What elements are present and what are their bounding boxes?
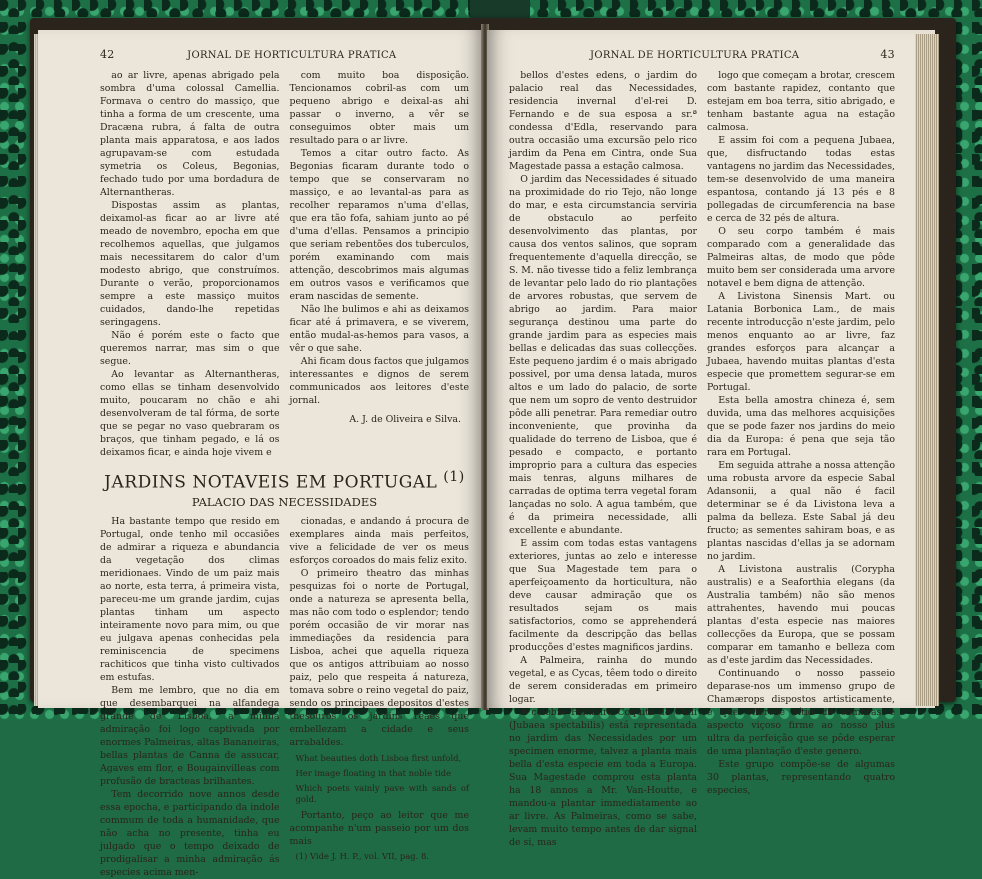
verse-line: Her image floating in that noble tide <box>295 767 452 778</box>
paragraph: Portanto, peço ao leitor que me acompanhe n'um passeio por um dos mais <box>289 809 469 847</box>
left-bottom-column-2 <box>290 515 470 879</box>
left-page-number: 42 <box>100 48 115 61</box>
paragraph: Não lhe bulimos e ahi as deixamos ficar até á primavera, e se viverem, então mudal-as-hemos para vasos, a vêr o que sahe. <box>289 304 469 354</box>
paragraph: ao ar livre, apenas abrigado pela sombra d'uma colossal Camellia. Formava o centro do massiço, que tinha a forma de um crescente, uma Dracæna rubra, á falta de outra planta mais apparatosa, e aos lados agrupavam-se com estudada symetria os Coleus, Begonias, fechado tudo por uma bordadura de Alternantheras. <box>100 70 280 198</box>
paragraph: bellos d'estes edens, o jardim do palacio real das Necessidades, residencia invernal d'el-rei D. Fernando e de sua esposa a sr.ª condessa d'Edla, reservando para outra occasião uma excursão pelo rico jardim da Pena em Cintra, onde Sua Magestade passa a estação calmosa. <box>509 70 697 172</box>
paragraph: logo que começam a brotar, crescem com bastante rapidez, contanto que estejam em boa terra, sitio abrigado, e tenham bastante agua na estação calmosa. <box>707 70 895 133</box>
paragraph: Em seguida attrahe a nossa attenção uma robusta arvore da especie Sabal Adansonii, a qual não é facil determinar se é da Livistona leva a palma da belleza. Este Sabal já deu fructo; as sementes sahiram boas, e as plantas nascidas d'ellas ja se adornam no jardim. <box>707 460 895 562</box>
right-columns <box>509 69 895 849</box>
paragraph: A celebre Palmeira Coquita do Chili (Jubaea spectabilis) está representada no jardim das Necessidades por um specimen enorme, talvez a planta mais bella d'esta especie em toda a Europa. Sua Magestade comprou esta planta ha 18 annos a Mr. Van-Houtte, e mandou-a plantar immediatamente ao ar livre. As Palmeiras, como se sabe, levam muito tempo antes de dar signal de si, mas <box>509 707 697 848</box>
left-journal-title: JORNAL DE HORTICULTURA PRATICA <box>187 50 397 61</box>
left-page <box>38 30 483 878</box>
right-page-number: 43 <box>880 48 895 61</box>
right-journal-title: JORNAL DE HORTICULTURA PRATICA <box>590 50 800 61</box>
paragraph: Ao levantar as Alternantheras, como ellas se tinham desenvolvido muito, poucaram no chão e ahi desenvolveram de tal fórma, de sorte que se pegar no vaso quebraram os braços, que tinham pegado, e lá os deixamos ficar, e ainda hoje vivem e <box>100 369 280 458</box>
paragraph: Ha bastante tempo que resido em Portugal, onde tenho mil occasiões de admirar a riqueza e abundancia da vegetação dos climas meridionaes. Vindo de um paiz mais ao norte, esta terra, á primeira vista, pareceu-me um grande jardim, cujas plantas tinham um aspecto inteiramente novo para mim, ou que eu julgava apenas conhecidas pela reminiscencia de specimens rachiticos que tinha visto cultivados em estufas. <box>100 515 280 683</box>
right-running-head <box>509 48 895 61</box>
left-bottom-column-1 <box>100 515 280 879</box>
footnote: (1) Vide J. H. P., vol. VII, pag. 8. <box>295 850 429 861</box>
left-top-columns <box>100 69 469 459</box>
right-page-edges <box>915 34 939 706</box>
verse-line: Which poets vainly pave with sands of gold. <box>295 782 469 804</box>
paragraph: Temos a citar outro facto. As Begonias ficaram durante todo o tempo que se conservaram no massiço, e ao levantal-as para as recolher reparamos n'uma d'ellas, que era tão fofa, sahiam junto ao pé d'uma d'ellas. Pensamos a principio que seriam rebentões dos tuberculos, porém examinando com mais attenção, descobrimos mais algumas em outros vasos e verificamos que eram nascidas de semente. <box>289 148 469 302</box>
paragraph: Não é porém este o facto que queremos narrar, mas sim o que segue. <box>100 330 280 367</box>
paragraph: Continuando o nosso passeio deparase-nos um immenso grupo de Chamærops dispostos artisticamente, e que offerece sítio de sombras e aspecto viçoso firme ao nosso plus ultra da perfeição que se pôde esperar de uma plantação d'este genero. <box>707 668 895 757</box>
left-top-column-2 <box>290 69 470 459</box>
paragraph: Dispostas assim as plantas, deixamol-as ficar ao ar livre até meado de novembro, epocha em que recolhemos aquellas, que julgamos mais necessitarem do calor d'um modesto abrigo, que construímos. Durante o verão, proporcionamos sempre a este massiço muitos cuidados, dando-lhe repetidas seringagens. <box>100 200 280 328</box>
article-subtitle: PALACIO DAS NECESSIDADES <box>191 494 378 509</box>
left-running-head <box>100 48 469 61</box>
left-bottom-columns <box>100 515 469 879</box>
article-title-footnote-mark: (1) <box>443 469 465 485</box>
author-signature: A. J. de Oliveira e Silva. <box>349 414 461 425</box>
article-title-text: JARDINS NOTAVEIS EM PORTUGAL <box>104 472 438 493</box>
paragraph: Esta bella amostra chineza é, sem duvida, uma das melhores acquisições que se pode fazer nos jardins do meio dia da Europa: é pena que seja tão rara em Portugal. <box>707 395 895 458</box>
paragraph: O seu corpo também é mais comparado com a generalidade das Palmeiras altas, de modo que pôde muito bem ser considerada uma arvore notavel e bem digna de attenção. <box>707 226 895 289</box>
paragraph: cionadas, e andando á procura de exemplares ainda mais perfeitos, vive a felicidade de ver os meus esforços coroados do mais feliz exito. <box>289 515 469 566</box>
paragraph: E assim com todas estas vantagens exteriores, juntas ao zelo e interesse que Sua Magestade tem para o aperfeiçoamento da horticultura, não deve causar admiração que os resultados sejam os mais satisfactorios, como se apprehenderá facilmente da descripção das bellas producções d'estes magnificos jardins. <box>509 538 697 653</box>
paragraph: com muito boa disposição. Tencionamos cobril-as com um pequeno abrigo e deixal-as ahi passar o inverno, a vêr se conseguimos obter mais um resultado para o ar livre. <box>289 70 469 146</box>
right-page <box>487 30 935 848</box>
right-column-1 <box>509 69 697 849</box>
verse-line: What beauties doth Lisboa first unfold, <box>295 752 462 763</box>
paragraph: E assim foi com a pequena Jubaea, que, disfructando todas estas vantagens no jardim das Necessidades, tem-se desenvolvido de uma maneira espantosa, contando já 13 pés e 8 pollegadas de circumferencia na base e cerca de 32 pés de altura. <box>707 135 895 224</box>
left-top-column-1 <box>100 69 280 459</box>
paragraph: Ahi ficam dous factos que julgamos interessantes e dignos de serem communicados aos leitores d'este jornal. <box>289 356 469 406</box>
paragraph: A Livistona australis (Corypha australis) e a Seaforthia elegans (da Australia também) não são menos attrahentes, havendo mui poucas plantas d'esta especie nas maiores collecções da Europa, que se possam comparar em tamanho e belleza com as d'este jardim das Necessidades. <box>707 564 895 666</box>
paragraph: Bem me lembro, que no dia em que desembarquei na alfandega grande de Lisboa, a minha admiração foi logo captivada por enormes Palmeiras, altas Bananeiras, bellas plantas de Canna de assucar, Agaves em flor, e Bougainvilleas com profusão de bracteas brilhantes. <box>100 684 280 787</box>
paragraph: O primeiro theatro das minhas pesquizas foi o norte de Portugal, onde a natureza se apresenta bella, mas não com todo o esplendor; tendo porém occasião de vir morar nas immediações da residencia para Lisboa, achei que aquella riqueza que os antigos attribuiam ao nosso paiz, pelo que respeita á natureza, tomava sobre o reino vegetal do paiz, sendo os principaes depositos d'estes thesouros os jardins reaes que embellezam a cidade e seus arrabaldes. <box>289 567 469 748</box>
article-title <box>100 469 469 493</box>
right-column-2 <box>707 69 895 849</box>
paragraph: A Livistona Sinensis Mart. ou Latania Borbonica Lam., de mais recente introducção n'este jardim, pelo menos enquanto ao ar livre, faz grandes esforços para alcançar a Jubaea, havendo muitas plantas d'esta especie que promettem segurar-se em Portugal. <box>707 291 895 393</box>
paragraph: Este grupo compõe-se de algumas 30 plantas, representando quatro especies, <box>707 759 895 796</box>
paragraph: Tem decorrido nove annos desde essa epocha, e participando da indole commum de toda a humanidade, que não acha no presente, tinha eu julgado que o tempo deixado de prodigalisar a minha admiração ás especies acima men- <box>100 788 280 878</box>
paragraph: O jardim das Necessidades é situado na proximidade do rio Tejo, não longe do mar, e esta circumstancia serviria de obstaculo ao perfeito desenvolvimento das plantas, por causa dos ventos salinos, que sopram frequentemente d'aquella direcção, se S. M. não tivesse tido a feliz lembrança de levantar pelo lado do rio plantações de arvores robustas, que servem de abrigo ao jardim. Para maior segurança destinou uma parte do grande jardim para as especies mais bellas e delicadas das suas collecções. Este pequeno jardim é o mais abrigado possivel, por uma densa latada, muros altos e um lado do palacio, de sorte que nem um sopro de vento destruidor pôde alli penetrar. Para remediar outro inconveniente, que provinha da qualidade do terreno de Lisboa, que é pesado e compacto, e portanto improprio para a cultura das especies mais tenras, alguns milhares de carradas de optima terra vegetal foram lançadas no solo. A agua também, que é da primeira necessidade, alli excellente e abundante. <box>509 174 697 536</box>
paragraph: A Palmeira, rainha do mundo vegetal, e as Cycas, têem todo o direito de serem consideradas em primeiro logar. <box>509 655 697 705</box>
